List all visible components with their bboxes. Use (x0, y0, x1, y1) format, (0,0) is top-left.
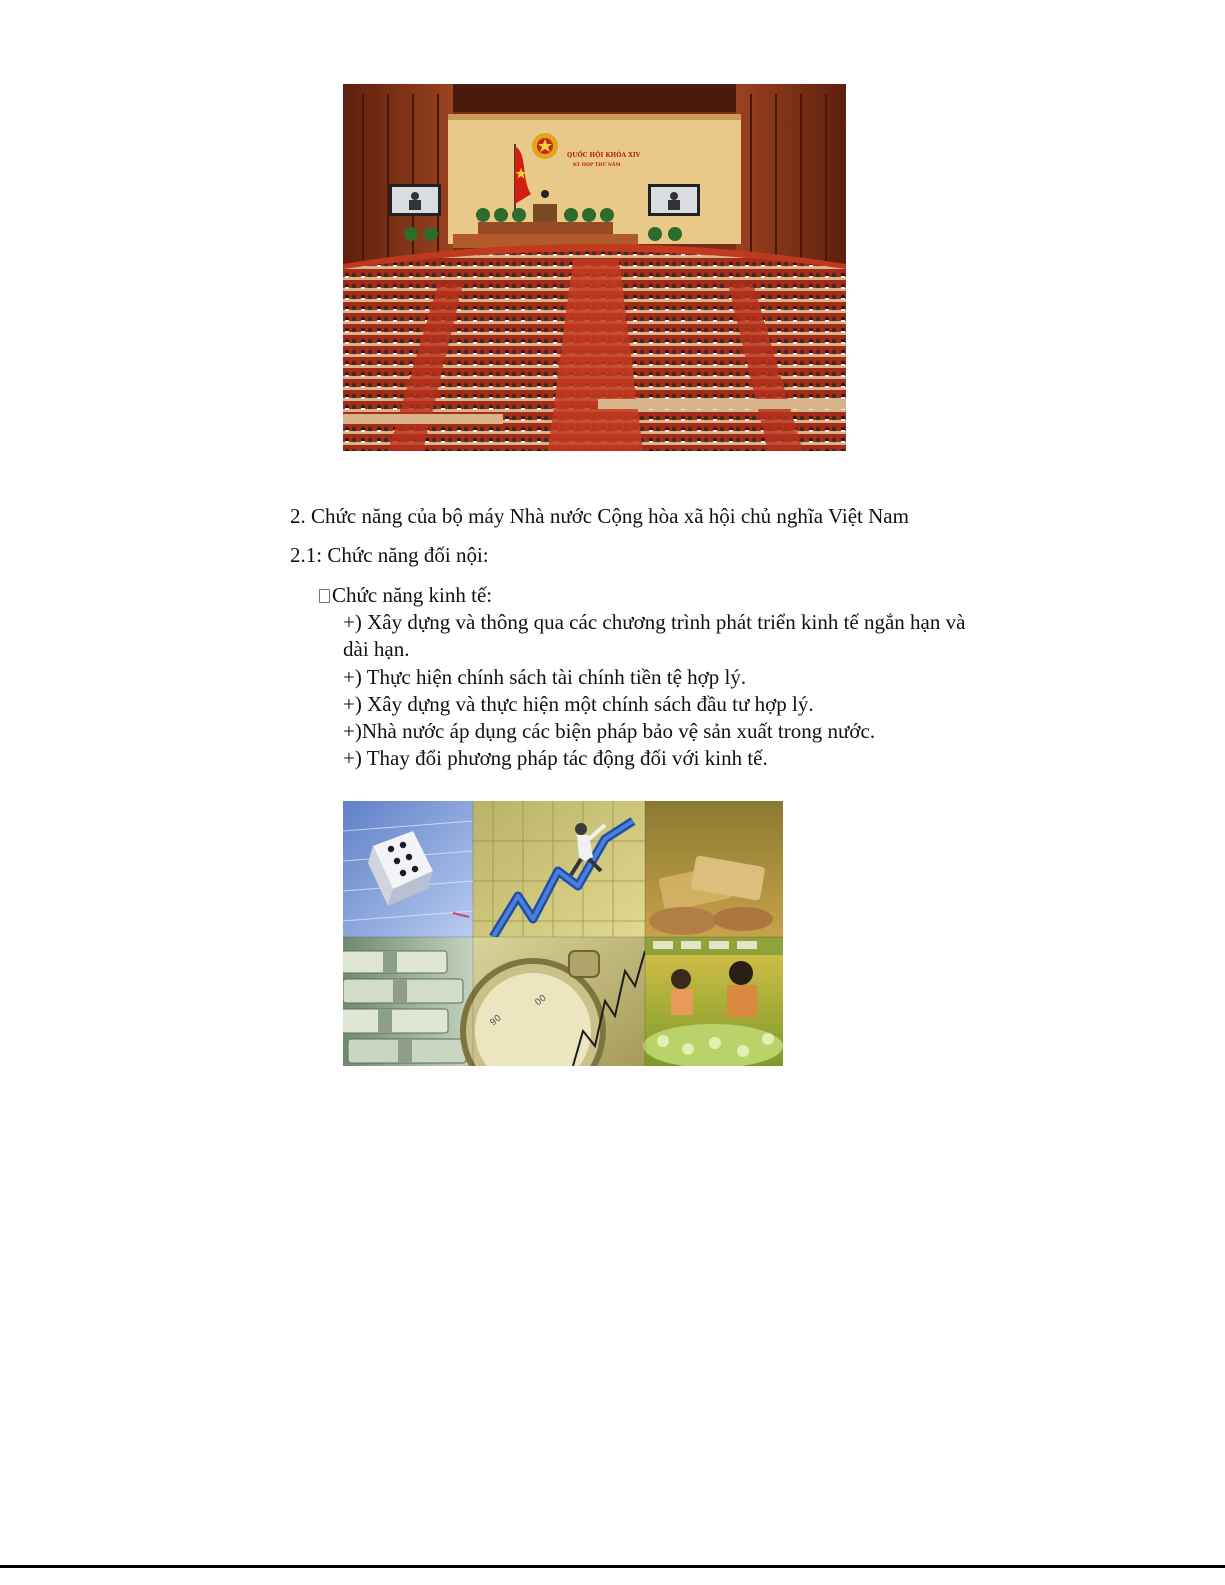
subsection-heading: 2.1: Chức năng đối nội: (290, 543, 489, 567)
list-item: +) Thực hiện chính sách tài chính tiền tệ hợp lý. (343, 665, 747, 689)
list-item: +)Nhà nước áp dụng các biện pháp bảo vệ sản xuất trong nước. (343, 719, 876, 743)
list-item: +) Thay đổi phương pháp tác động đối với kinh tế. (343, 746, 768, 770)
bullet-title-text: Chức năng kinh tế: (332, 583, 493, 607)
list-item: dài hạn. (343, 637, 410, 661)
page-bottom-rule (0, 1565, 1225, 1568)
parliament-hall-photo (343, 84, 846, 451)
economy-collage-photo (343, 801, 783, 1066)
svg-text:00: 00 (533, 993, 549, 1009)
bullet-box-icon (319, 589, 330, 603)
list-item: +) Xây dựng và thực hiện một chính sách đầu tư hợp lý. (343, 692, 814, 716)
list-item: +) Xây dựng và thông qua các chương trình phát triển kinh tế ngắn hạn và (343, 610, 966, 634)
section-heading: 2. Chức năng của bộ máy Nhà nước Cộng hòa xã hội chủ nghĩa Việt Nam (290, 504, 909, 528)
svg-text:90: 90 (488, 1013, 504, 1029)
banner-line-1: QUỐC HỘI KHÓA XIV (567, 152, 641, 159)
bullet-title (319, 583, 492, 607)
banner-line-2: KỲ HỌP THỨ NĂM (573, 163, 621, 168)
